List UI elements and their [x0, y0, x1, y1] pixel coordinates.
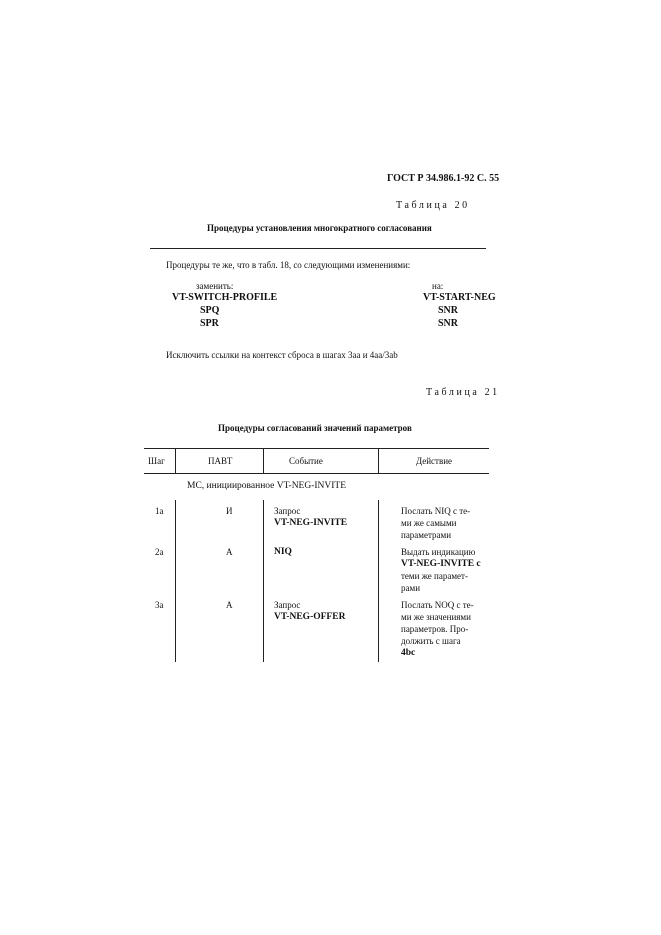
body-divider — [263, 500, 264, 662]
body-divider — [378, 500, 379, 662]
table-20-intro: Процедуры те же, что в табл. 18, со следующими изменениями: — [166, 260, 411, 270]
table-row-step: 1а — [155, 506, 164, 516]
table-21-title: Процедуры согласований значений параметров — [218, 423, 412, 433]
table-row-action: Послать NOQ с те- ми же значениями параметров. Про- должить с шага 4bc — [401, 600, 474, 658]
table-21-header-rule — [144, 473, 489, 474]
header-divider — [175, 448, 176, 474]
to-item: SNR — [438, 318, 459, 329]
to-item: SNR — [438, 305, 459, 316]
column-header-event: Событие — [289, 456, 323, 466]
table-20-label: Таблица 20 — [396, 200, 470, 211]
table-21-top-rule — [144, 448, 489, 449]
to-item: VT-START-NEG — [423, 292, 496, 303]
section-label: МС, инициированное VT-NEG-INVITE — [187, 481, 347, 491]
table-row-event: Запрос VT-NEG-OFFER — [274, 600, 346, 622]
table-row-action: Выдать индикацию VT-NEG-INVITE с теми же парамет- рами — [401, 547, 481, 593]
table-row-event: NIQ — [274, 547, 292, 557]
header-divider — [378, 448, 379, 474]
table-row-pavt: И — [226, 506, 233, 516]
replace-label: заменить: — [196, 281, 234, 291]
table-row-pavt: А — [226, 547, 233, 557]
on-label: на: — [432, 281, 444, 291]
from-item: VT-SWITCH-PROFILE — [172, 292, 278, 303]
body-divider — [175, 500, 176, 662]
table-row-step: 3а — [155, 600, 164, 610]
from-item: SPR — [200, 318, 219, 329]
column-header-step: Шаг — [148, 456, 165, 466]
table-21-label: Таблица 21 — [426, 387, 500, 398]
table-row-event: Запрос VT-NEG-INVITE — [274, 506, 348, 528]
table-20-top-rule — [150, 248, 486, 249]
table-20-note: Исключить ссылки на контекст сброса в шагах 3аа и 4аа/3аb — [166, 350, 398, 360]
column-header-action: Действие — [416, 456, 453, 466]
table-row-step: 2а — [155, 547, 164, 557]
from-item: SPQ — [200, 305, 220, 316]
table-20-title: Процедуры установления многократного согласования — [207, 223, 432, 233]
table-row-action: Послать NIQ с те- ми же самыми параметрами — [401, 506, 471, 540]
header-divider — [263, 448, 264, 474]
table-row-pavt: А — [226, 600, 233, 610]
page-header: ГОСТ Р 34.986.1-92 С. 55 — [387, 173, 500, 184]
column-header-pavt: ПАВТ — [208, 456, 233, 466]
